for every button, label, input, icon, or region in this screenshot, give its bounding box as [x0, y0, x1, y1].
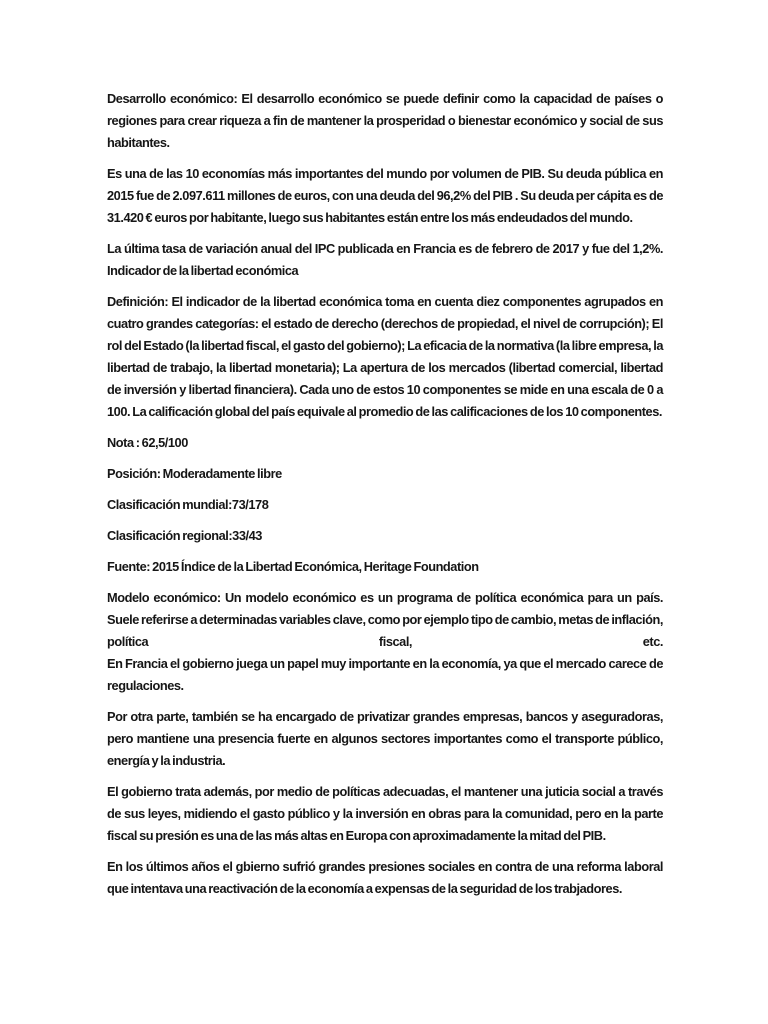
paragraph-modelo-economico: Modelo económico: Un modelo económico es un programa de política económica para un país. Suele referirse a determinadas variables clave, como por ejemplo tipo de cambio, metas de inflación, política fiscal, etc.	[107, 590, 663, 649]
paragraph-clasificacion-mundial: Clasificación mundial:73/178	[107, 497, 269, 512]
paragraph-fuente: Fuente: 2015 Índice de la Libertad Económica, Heritage Foundation	[107, 559, 479, 574]
paragraph-clasificacion-regional: Clasificación regional:33/43	[107, 528, 262, 543]
paragraph-ipc-libertad-economica: La última tasa de variación anual del IPC publicada en Francia es de febrero de 2017 y fue del 1,2%. Indicador de la libertad económica	[107, 241, 663, 278]
paragraph-posicion: Posición: Moderadamente libre	[107, 466, 282, 481]
paragraph-deuda-publica: Es una de las 10 economías más importantes del mundo por volumen de PIB. Su deuda pública en 2015 fue de 2.097.611 millones de euros, con una deuda del 96,2% del PIB . Su deuda per cápita es de 31.420 € euros por habitante, luego sus habitantes están entre los más endeudados del mundo.	[107, 166, 663, 225]
paragraph-modelo-economico-continuacion: En Francia el gobierno juega un papel muy importante en la economía, ya que el mercado carece de regulaciones.	[107, 656, 663, 693]
paragraph-justicia-social: El gobierno trata además, por medio de políticas adecuadas, el mantener una juticia social a través de sus leyes, midiendo el gasto público y la inversión en obras para la comunidad, pero en la parte fiscal su presión es una de las más altas en Europa con aproximadamente la mitad del PIB.	[107, 784, 663, 843]
paragraph-desarrollo-economico: Desarrollo económico: El desarrollo económico se puede definir como la capacidad de países o regiones para crear riqueza a fin de mantener la prosperidad o bienestar económico y social de sus habitantes.	[107, 91, 663, 150]
paragraph-reforma-laboral: En los últimos años el gbierno sufrió grandes presiones sociales en contra de una reforma laboral que intentava una reactivación de la economía a expensas de la seguridad de los trabjadores.	[107, 859, 663, 896]
paragraph-nota: Nota : 62,5/100	[107, 435, 188, 450]
paragraph-privatizaciones: Por otra parte, también se ha encargado de privatizar grandes empresas, bancos y aseguradoras, pero mantiene una presencia fuerte en algunos sectores importantes como el transporte público, energía y la industria.	[107, 709, 663, 768]
paragraph-definicion: Definición: El indicador de la libertad económica toma en cuenta diez componentes agrupados en cuatro grandes categorías: el estado de derecho (derechos de propiedad, el nivel de corrupción); El rol del Estado (la libertad fiscal, el gasto del gobierno); La eficacia de la normativa (la libre empresa, la libertad de trabajo, la libertad monetaria); La apertura de los mercados (libertad comercial, libertad de inversión y libertad financiera). Cada uno de estos 10 componentes se mide en una escala de 0 a 100. La calificación global del país equivale al promedio de las calificaciones de los 10 componentes.	[107, 294, 663, 419]
document-content	[107, 88, 663, 909]
